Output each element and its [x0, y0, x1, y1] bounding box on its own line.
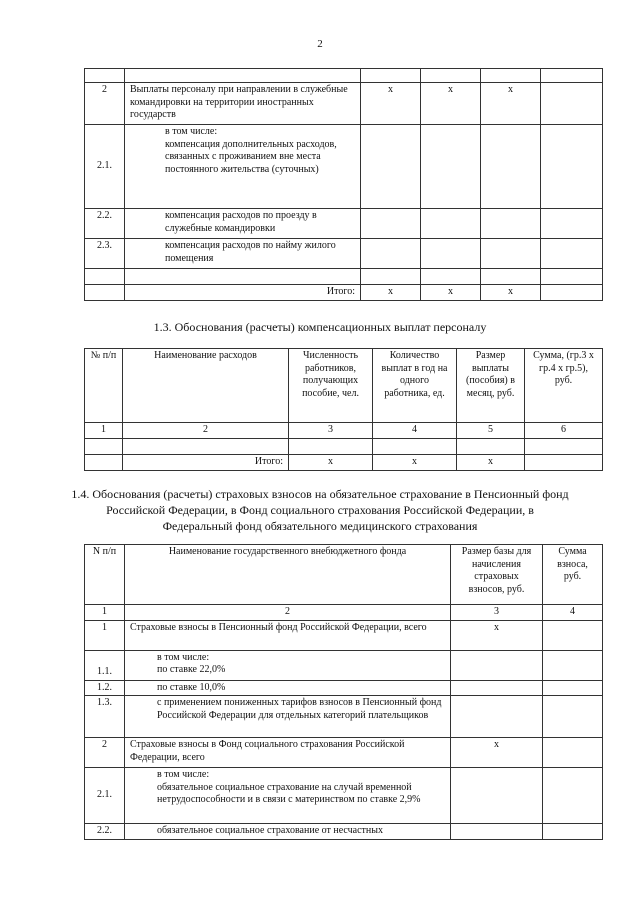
table-row [85, 239, 603, 269]
table-row [85, 209, 603, 239]
column-number: 5 [457, 423, 525, 439]
table-row [85, 269, 603, 285]
header-cell: Численность работников, получающих пособие, чел. [289, 349, 373, 423]
row-text: компенсация дополнительных расходов, связанных с проживанием вне места постоянного жительства (суточных) [165, 138, 337, 175]
table-row [85, 83, 603, 125]
row-number: 2.1. [85, 768, 125, 824]
row-text: компенсация расходов по найму жилого помещения [125, 239, 361, 269]
column-number: 2 [123, 423, 289, 439]
cell-value: x [421, 285, 481, 301]
row-text: обязательное социальное страхование на случай временной нетрудоспособности и в связи с материнством по ставке 2,9% [157, 781, 421, 805]
insurance-contributions-table [84, 544, 603, 840]
column-number: 4 [543, 605, 603, 621]
table-row [85, 824, 603, 840]
table-header [85, 349, 603, 423]
table-row [85, 696, 603, 738]
row-text: с применением пониженных тарифов взносов в Пенсионный фонд Российской Федерации для отдельных категорий плательщиков [125, 696, 451, 738]
row-number: 1.3. [85, 696, 125, 738]
row-text: компенсация расходов по проезду в служебные командировки [125, 209, 361, 239]
table-row [85, 69, 603, 83]
row-number: 2.3. [85, 239, 125, 269]
row-number: 1.2. [85, 680, 125, 696]
section-1-3-title: 1.3. Обоснования (расчеты) компенсационных выплат персоналу [153, 320, 487, 334]
row-intro: в том числе: [157, 651, 210, 663]
cell-value: x [451, 620, 543, 650]
total-row [85, 454, 603, 470]
row-text: Выплаты персоналу при направлении в служебные командировки на территории иностранных государств [125, 83, 361, 125]
column-number: 1 [85, 423, 123, 439]
header-cell: Количество выплат в год на одного работника, ед. [373, 349, 457, 423]
table-row [85, 650, 603, 680]
header-cell: N п/п [85, 545, 125, 605]
total-row [85, 285, 603, 301]
table-row [85, 680, 603, 696]
compensation-table [84, 348, 603, 471]
section-1-4-title: 1.4. Обоснования (расчеты) страховых взносов на обязательное страхование в Пенсионный фонд Российской Федерации, в Фонд социального страхования Российской Федерации, в Федеральный фонд обязательного медицинского страхования [71, 487, 569, 533]
cell-value: x [421, 83, 481, 125]
header-cell: Сумма, (гр.3 x гр.4 x гр.5), руб. [525, 349, 603, 423]
business-trip-table [84, 68, 603, 301]
row-intro: в том числе: [157, 769, 210, 780]
cell-value: x [361, 83, 421, 125]
row-number: 2 [85, 83, 125, 125]
table-row [85, 438, 603, 454]
row-number: 1.1. [85, 650, 125, 680]
header-cell: Сумма взноса, руб. [543, 545, 603, 605]
row-text: Страховые взносы в Фонд социального страхования Российской Федерации, всего [125, 738, 451, 768]
total-label: Итого: [125, 285, 361, 301]
header-cell: № п/п [85, 349, 123, 423]
row-number: 2 [85, 738, 125, 768]
cell-value: x [481, 83, 541, 125]
row-text: обязательное социальное страхование от несчастных [125, 824, 451, 840]
row-intro: в том числе: [165, 126, 218, 137]
row-number: 1 [85, 620, 125, 650]
cell-value: x [289, 454, 373, 470]
column-number: 2 [125, 605, 451, 621]
page-number: 2 [317, 38, 323, 50]
column-numbers-row [85, 423, 603, 439]
table-row [85, 125, 603, 209]
table-row [85, 620, 603, 650]
row-number: 2.1. [85, 125, 125, 209]
row-text: по ставке 22,0% [157, 664, 226, 675]
column-number: 1 [85, 605, 125, 621]
row-text: по ставке 10,0% [125, 680, 451, 696]
cell-value: x [361, 285, 421, 301]
row-number: 2.2. [85, 824, 125, 840]
column-number: 4 [373, 423, 457, 439]
cell-value: x [481, 285, 541, 301]
header-cell: Наименование государственного внебюджетного фонда [125, 545, 451, 605]
row-number: 2.2. [85, 209, 125, 239]
cell-value: x [373, 454, 457, 470]
cell-value: x [451, 738, 543, 768]
table-header [85, 545, 603, 605]
row-text: Страховые взносы в Пенсионный фонд Российской Федерации, всего [125, 620, 451, 650]
column-numbers-row [85, 605, 603, 621]
cell-value: x [457, 454, 525, 470]
column-number: 3 [289, 423, 373, 439]
header-cell: Наименование расходов [123, 349, 289, 423]
total-label: Итого: [123, 454, 289, 470]
header-cell: Размер выплаты (пособия) в месяц, руб. [457, 349, 525, 423]
column-number: 6 [525, 423, 603, 439]
header-cell: Размер базы для начисления страховых взносов, руб. [451, 545, 543, 605]
table-row [85, 768, 603, 824]
table-row [85, 738, 603, 768]
column-number: 3 [451, 605, 543, 621]
